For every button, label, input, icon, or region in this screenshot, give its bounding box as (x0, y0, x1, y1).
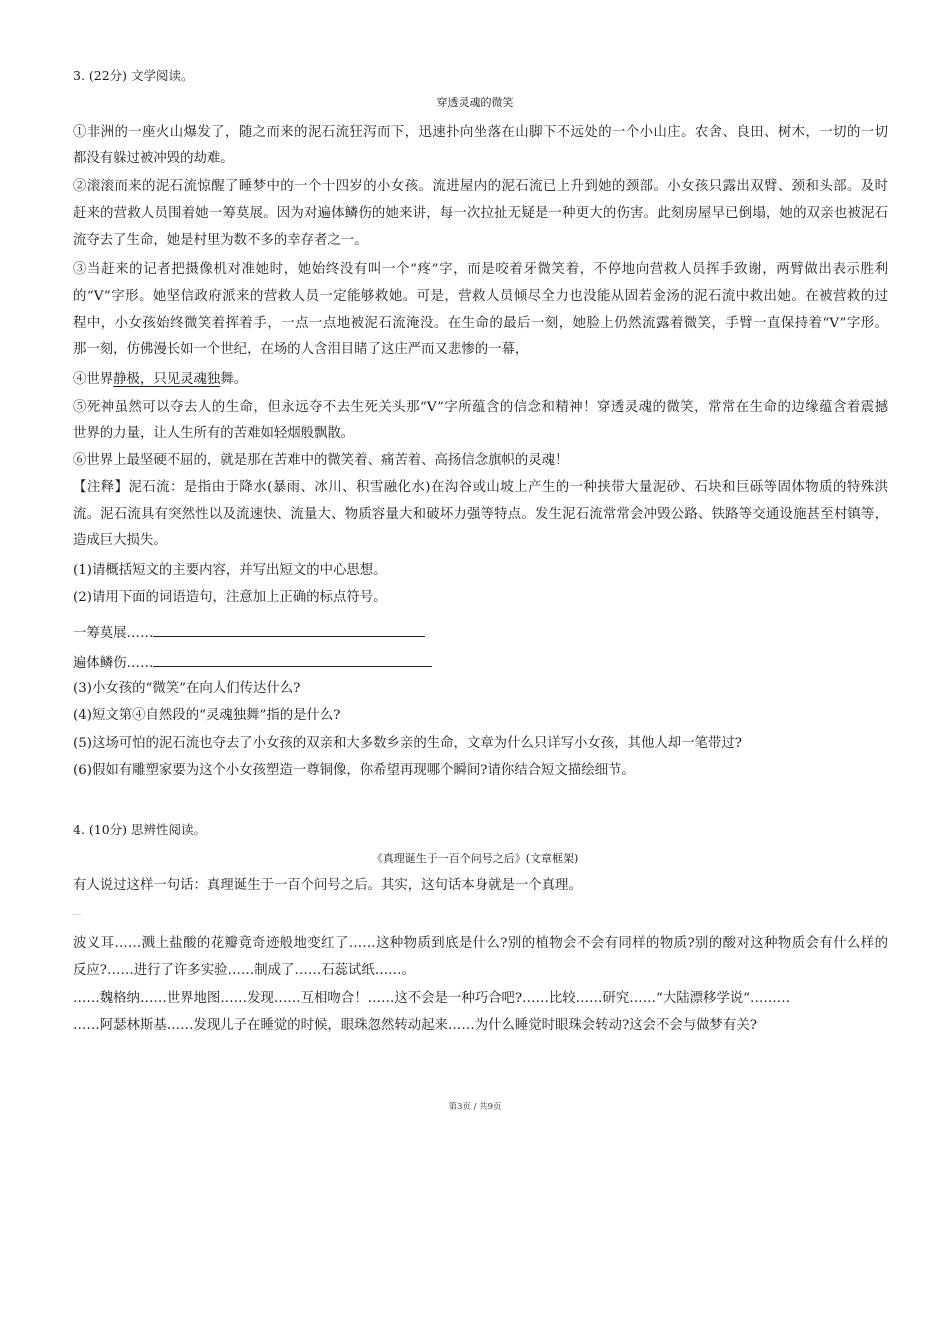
sub-question-3: (3)小女孩的“微笑”在向人们传达什么? (73, 681, 301, 696)
sub-question-1: (1)请概括短文的主要内容，并写出短文的中心思想。 (73, 563, 387, 578)
paragraph-6: ⑥世界上最坚硬不屈的，就是那在苦难中的微笑着、痛苦着、高扬信念旗帜的灵魂！ (73, 453, 569, 468)
divider (73, 914, 81, 915)
paragraph-2-line: ②滚滚而来的泥石流惊醒了睡梦中的一个十四岁的小女孩。流进屋内的泥石流已上升到她的颈部。小女孩只露出双臂、颈和头部。及时 (73, 179, 888, 194)
framework-title: 《真理诞生于一百个问号之后》(文章框架) (371, 852, 579, 865)
paragraph-4-underlined: 静极，只见灵魂独 (113, 372, 221, 387)
paragraph-4 (73, 370, 888, 390)
sub-question-5: (5)这场可怕的泥石流也夺去了小女孩的双亲和大多数乡亲的生命，文章为什么只详写小女孩，其他人却一笔带过? (73, 736, 742, 751)
paragraph-1-line: 都没有躲过被冲毁的劫难。 (73, 151, 234, 166)
paragraph-3-line: 那一刻，仿佛漫长如一个世纪，在场的人含泪目睹了这庄严而又悲惨的一幕， (73, 342, 529, 357)
framework-paragraph-3: ……阿瑟林斯基……发现儿子在睡觉的时候，眼珠忽然转动起来……为什么睡觉时眼珠会转动?这会不会与做梦有关? (73, 1018, 757, 1033)
sub-question-6: (6)假如有雕塑家要为这个小女孩塑造一尊铜像，你希望再现哪个瞬间?请你结合短文描绘细节。 (73, 763, 635, 778)
sub-question-2: (2)请用下面的词语造句，注意加上正确的标点符号。 (73, 590, 387, 605)
paragraph-3-line: 程中，小女孩始终微笑着挥着手，一点一点地被泥石流淹没。在生命的最后一刻，她脸上仍然流露着微笑，手臂一直保持着“V”字形。 (73, 316, 888, 331)
paragraph-3-line: ③当赶来的记者把摄像机对准她时，她始终没有叫一个“疼”字，而是咬着牙微笑着，不停地向营救人员挥手致谢，两臂做出表示胜利 (73, 262, 888, 277)
paragraph-5-line: 世界的力量，让人生所有的苦难如轻烟般飘散。 (73, 426, 355, 441)
paragraph-2-line: 赶来的营救人员围着她一筹莫展。因为对遍体鳞伤的她来讲，每一次拉扯无疑是一种更大的伤害。此刻房屋早已倒塌，她的双亲也被泥石 (73, 206, 888, 221)
framework-paragraph-2: ……魏格纳……世界地图……发现……互相吻合！……这不会是一种巧合吧?……比较……研究……“大陆漂移学说“……… (73, 991, 791, 1006)
framework-paragraph-1: 反应?……进行了许多实验……制成了……石蕊试纸……。 (73, 963, 415, 978)
sentence-task-2 (73, 652, 888, 674)
sentence-task-1 (73, 622, 888, 644)
question-3-header: 3. (22分) 文学阅读。 (73, 68, 194, 83)
paragraph-3-line: 的“V”字形。她坚信政府派来的营救人员一定能够救她。可是，营救人员倾尽全力也没能从固若金汤的泥石流中救出她。在被营救的过 (73, 289, 888, 304)
sub-question-4: (4)短文第④自然段的“灵魂独舞”指的是什么? (73, 708, 341, 723)
answer-blank[interactable] (153, 622, 425, 637)
word-label: 遍体鳞伤…… (73, 656, 154, 671)
word-label: 一筹莫展…… (73, 626, 154, 641)
paragraph-2-line: 流夺去了生命，她是村里为数不多的幸存者之一。 (73, 233, 368, 248)
note-line: 【注释】泥石流：是指由于降水(暴雨、冰川、积雪融化水)在沟谷或山坡上产生的一种挟带大量泥砂、石块和巨砾等固体物质的特殊洪 (73, 480, 888, 495)
page-number: 第3页 / 共9页 (448, 1102, 502, 1112)
article-title: 穿透灵魂的微笑 (436, 96, 514, 109)
paragraph-4-text: ④世界 (73, 372, 114, 387)
framework-paragraph-1: 波义耳……溅上盐酸的花瓣竟奇迹般地变红了……这种物质到底是什么?别的植物会不会有同样的物质?别的酸对这种物质会有什么样的 (73, 936, 888, 951)
paragraph-4-text: 舞。 (220, 372, 248, 387)
answer-blank[interactable] (153, 652, 432, 667)
question-4-header: 4. (10分) 思辨性阅读。 (73, 822, 207, 837)
paragraph-5-line: ⑤死神虽然可以夺去人的生命，但永远夺不去生死关头那“V”字所蕴含的信念和精神！穿透灵魂的微笑，常常在生命的边缘蕴含着震撼 (73, 400, 888, 415)
note-line: 造成巨大损失。 (73, 533, 167, 548)
framework-intro: 有人说过这样一句话：真理诞生于一百个问号之后。其实，这句话本身就是一个真理。 (73, 878, 582, 893)
note-line: 流。泥石流具有突然性以及流速快、流量大、物质容量大和破坏力强等特点。发生泥石流常常会冲毁公路、铁路等交通设施甚至村镇等， (73, 507, 888, 522)
paragraph-1-line: ①非洲的一座火山爆发了，随之而来的泥石流狂泻而下，迅速扑向坐落在山脚下不远处的一个小山庄。农舍、良田、树木，一切的一切 (73, 125, 888, 140)
